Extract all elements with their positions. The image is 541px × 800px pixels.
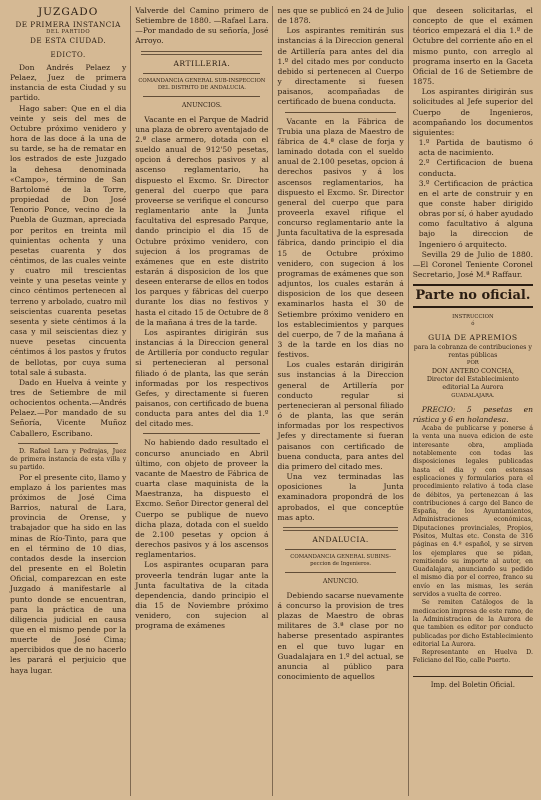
comandancia-heading: COMANDANCIA GENERAL SUBINS- [290, 553, 391, 560]
divider [285, 572, 395, 573]
paragraph: Valverde del Camino primero de Setiembre de 1880. —Rafael Lara.—Por mandado de su señoría, José Arroyo. [135, 6, 269, 46]
guia-subtitle: para la cobranza de contribuciones y rentas públicas [413, 343, 532, 359]
comandancia-heading: COMANDANCIA GENERAL SUB-INSPECCION DEL DISTRITO DE ANDALUCIA. [138, 77, 266, 91]
anuncio-heading: ANUNCIO. [322, 577, 359, 586]
column-4 [409, 6, 537, 796]
o-connector: ó [471, 321, 475, 328]
paragraph: Los aspirantes dirigirán sus instancias á la Direccion general de Artillería por conducto regular si pertenecieran al personal filiado ó de planta, las que serán informadas por los respectivos Gefes, y directamente si fueren paisanos, con certificado de buena conducta para antes del dia 1.º del citado mes. [135, 327, 269, 429]
anuncios-heading: ANUNCIOS. [181, 101, 222, 110]
parte-no-oficial-heading: Parte no oficial. [413, 284, 533, 308]
paragraph: Los cuales estarán dirigirán sus instancias á la Direccion general de Artillería por conducto regular si pertenecieran al personal filiado ó de planta, las que serán informadas por los respectivos Jefes y directamente si fueran paisanos con certificado de buena conducta, para antes del dia primero del citado mes. [277, 360, 404, 471]
por-label: POR [466, 360, 479, 367]
column-rule [408, 6, 409, 796]
divider [141, 51, 262, 55]
divider [285, 112, 395, 113]
guia-heading: GUIA DE APREMIOS [428, 332, 518, 342]
paragraph: Hago saber: Que en el dia veinte y seis del mes de Octubre próximo venidero y hora de las doce á la una de su tarde, se ha de rematar en los estrados de este Juzgado la dehesa denominada «Campo», término de San Bartolomé de la Torre, propiedad de Don José Tenorio Ponce, vecino de la Puebla de Guzman, apreciada por peritos en treinta mil quinientas ochenta y una pesetas cuarenta y dos céntimos, de las cuales veinte y cuatro mil trescientas veinte y una pesetas veinte y cinco céntimos pertenecen al terreno y arbolado, cuatro mil seiscientas cuarenta pesetas sesenta y siete céntimos á la casa y mil seiscientas diez y nueve pesetas cincuenta céntimos á los pastos y frutos de bellotas, por cuya suma total sale á subasta. [10, 103, 127, 377]
paragraph: Los aspirantes remitirán sus instancias á la Direccion general de Artillería para antes del dia 1.º del citado mes por conducto debido si pertenecen al Cuerpo y directamente si fuesen paisanos, acompañadas de certificado de buena conducta. [277, 26, 404, 107]
author-detail: Director del Establecimiento editorial La Aurora [426, 376, 519, 392]
paragraph: Una vez terminadas las oposiciones la Junta examinadora propondrá de los aprobados, el que conceptúe mas apto. [277, 472, 404, 522]
divider [143, 73, 260, 74]
divider [143, 96, 260, 97]
document-list [413, 138, 533, 250]
place-label: GUADALAJARA. [451, 392, 495, 399]
paragraph: que deseen solicitarlas, el concepto de que el exámen téorico empezará el dia 1.º de Octubre del corriente año en el mismo punto, con arreglo al programa inserto en la Gaceta Oficial de 16 de Setiembre de 1875. [412, 6, 533, 87]
column-2 [131, 6, 272, 796]
columns [6, 6, 537, 796]
andalucia-heading: ANDALUCIA. [312, 534, 369, 544]
price-line: PRECIO: 5 pesetas en rústica y 6 en holandesa. [412, 404, 533, 424]
paragraph: No habiendo dado resultado el concurso anunciado en Abril último, con objeto de proveer la vacante de Maestro de Fábrica de cuarta clase maquinista de la Maestranza, ha dispuesto el Excmo. Señor Director general del Cuerpo se publique de nuevo dicha plaza, dotada con el sueldo de 2.100 pesetas y opcion á derechos pasivos y á los ascensos reglamentarios. [135, 438, 269, 560]
column-3 [273, 6, 407, 796]
paragraph: Don Andrés Pelaez y Pelaez, Juez de primera instancia de esta Ciudad y su partido. [10, 63, 127, 103]
author-name: DON ANTERO CONCHA, [431, 367, 514, 376]
artilleria-heading: ARTILLERIA. [173, 58, 231, 68]
juzgado-ciudad: DE ESTA CIUDAD. [30, 36, 107, 45]
edicto-heading: EDICTO. [50, 51, 86, 59]
paragraph: nes que se publicó en 24 de Julio de 1878. [277, 6, 404, 26]
column-rule [272, 6, 273, 796]
paragraph: Vacante en la Fábrica de Trubia una plaza de Maestro de fábrica de 4.ª clase de forja y laminado dotada con el sueldo anual de 2.100 pesetas, opcion á derechos pasivos y á los ascensos reglamentarios, ha dispuesto el Excmo. Sr. Director general del cuerpo que para proveerla exavel rifique el concurso reglamentario ante la Junta facultativa de la espresada fábrica, dando principio el dia 15 de Octubre próximo venidero, con sugecion á los programas de exámenes que son adjuntos, los cuales estarán á disposicion de los que deseen examinarlos hasta el 30 de Setiembre próximo venidero en los establecimientos y parques del cuerpo, de 7 de la mañana á 3 de la tarde en los dias no festivos. [277, 116, 404, 360]
juzgado-subtitle: DE PRIMERA INSTANCIA [15, 20, 121, 29]
paragraph: Acaba de publicarse y ponerse á la venta una nueva edicion de este interesante obra, ampliada notablemente con todas las disposiciones legales publicadas hasta el dia y con estensas esplicaciones y formularios para el procedimiento relativo á toda clase de débitos, ya pertenezcan á las contribuciones á cargo del Banco de España, de los Ayuntamientos, Administraciones económicas, Diputaciones provinciales, Propios, Pósitos, Multas etc. Consta de 316 páginas en 4.º español, y se sirven los ejemplares que se pidan, remitiendo su importe al autor, en Guadalajara, anunciando su pedido el mismo dia por el correo, franco su envío en las mismas, les serán servidos a vuelta de correo. [412, 425, 533, 599]
paragraph: Dado en Huelva á veinte y tres de Setiembre de mil ochocientos ochenta.—Andrés Pelaez.—Por mandado de su Señoría, Vicente Muñoz Caballero, Escribano. [10, 377, 127, 438]
column-1 [6, 6, 130, 796]
paragraph: Los aspirantes ocuparan para proveerla tendrán lugar ante la Junta facultativa de la citada dependencia, dando principio el dia 15 de Noviembre próximo venidero, con sujecion al programa de exámenes [135, 560, 269, 631]
instruccion-heading: INSTRUCCION [452, 314, 494, 321]
paragraph: Debiendo sacarse nuevamente á concurso la provision de tres plazas de Maestro de obras militares de 3.ª clase por no haberse presentado aspirantes en el que tuvo lugar en Guadalajara en 1.º del actual, se anuncia al público para conocimiento de aquellos [277, 590, 404, 682]
column-rule [130, 6, 131, 796]
divider [18, 443, 118, 444]
list-item: 3.º Certificacion de práctica en el arte de construir y en que conste haber dirigido obras por sí, ó haber ayudado como facultativo á alguna bajo la direccion de Ingeniero ó arquitecto. [418, 178, 533, 249]
juzgado-title: JUZGADO [37, 6, 99, 18]
paragraph: Por el presente cito, llamo y emplazo á los parientes mas próximos de José Cima Barrios, natural de Lara, provincia de Orense, y trabajador que ha sido en las minas de Río-Tinto, para que en el término de 10 dias, contados desde la insercion del presente en el Boletin Oficial, comparezcan en este Juzgado á manifestarle al punto donde se encuentran, para la práctica de una diligencia judicial en causa que en el mismo pende por la muerte de José Cima; apercibidos que de no hacerlo les parará el perjuicio que haya lugar. [10, 472, 127, 675]
list-item: 2.º Certificacion de buena conducta. [418, 158, 533, 178]
printer-footer: Imp. del Boletin Oficial. [413, 676, 533, 690]
juzgado-partido: DEL PARTIDO [46, 29, 91, 35]
divider [283, 527, 397, 531]
list-item: 1.º Partida de bautismo ó acta de nacimiento. [418, 138, 533, 158]
paragraph: Se remiten Catálogos de la medicacion impresa de este ramo, de la Administracion de la Aurora de que tambien es editor por conducto publicadas por dicho Establecimiento editorial La Aurora. [412, 599, 533, 648]
paragraph: Vacante en el Parque de Madrid una plaza de obrero aventajado de 2.ª clase armero, dotada con el sueldo anual de 912'50 pesetas, opcion á derechos pasivos y al ascenso reglamentario, ha dispuesto el Excmo. Sr. Director general del cuerpo que para proveerse se verifique el concurso reglamentario ante la Junta facultativa del espresado Parque, dando principio el dia 15 de Octubre próximo venidero, con sujecion á los programas de exámenes que en este distrito estarán á disposicion de los que deseen enterarse de ellos en todos los parques y fábricas del cuerpo durante los dias no festivos y hasta el citado 15 de Octubre de 8 de la mañana á tres de la tarde. [135, 114, 269, 327]
paragraph: D. Rafael Lara y Pedrajas, Juez de primera instancia de esta villa y su partido. [10, 447, 127, 472]
divider [143, 433, 260, 434]
paragraph: Los aspirantes dirigirán sus solicitudes al Jefe superior del Cuerpo de Ingenieros, acompañando los documentos siguientes: [412, 87, 533, 137]
paragraph: Representante en Huelva D. Feliciano del Rio, calle Puerto. [412, 649, 533, 665]
comandancia-subheading: peccion de Ingenieros. [310, 561, 372, 568]
paragraph: Sevilla 29 de Julio de 1880. —El Coronel Teniente Coronel Secretario, José M.ª Raffaur. [412, 249, 533, 280]
divider [285, 549, 395, 550]
